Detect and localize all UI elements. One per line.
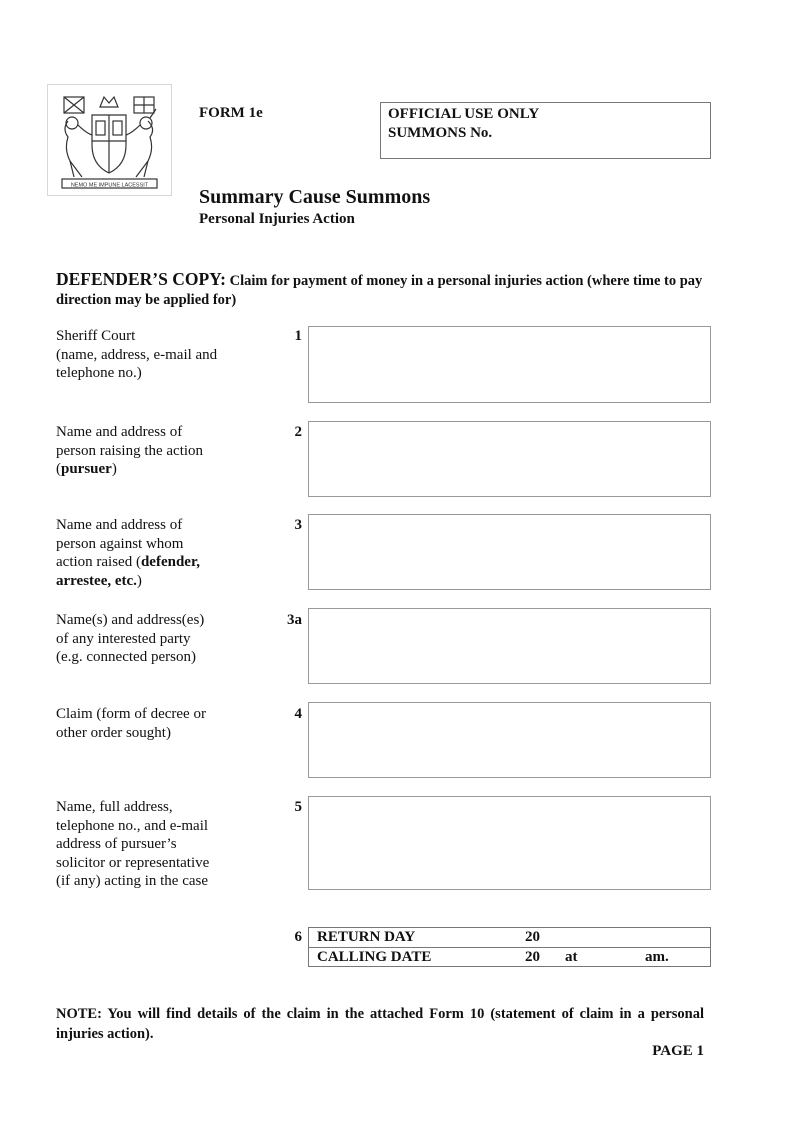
field-2-number: 2	[294, 424, 302, 440]
official-use-label: OFFICIAL USE ONLY	[388, 106, 540, 122]
svg-text:NEMO ME IMPUNE LACESSIT: NEMO ME IMPUNE LACESSIT	[70, 182, 149, 189]
field-3a-number: 3a	[287, 612, 302, 628]
field-4-label	[56, 705, 256, 742]
return-day-row[interactable]	[309, 928, 710, 947]
calling-date-at: at	[565, 948, 578, 965]
coat-of-arms-icon	[48, 85, 171, 195]
label-line: Name and address of	[56, 517, 183, 533]
label-line: Claim (form of decree or	[56, 706, 206, 722]
label-line: solicitor or representative	[56, 854, 210, 871]
solicitor-field[interactable]	[308, 796, 711, 890]
page-subtitle: Personal Injuries Action	[199, 211, 355, 227]
label-line: (pursuer)	[56, 461, 117, 477]
return-day-label: RETURN DAY	[317, 929, 416, 945]
sheriff-court-field[interactable]	[308, 326, 711, 403]
field-3a-label	[56, 611, 256, 667]
field-2-label	[56, 423, 256, 479]
label-line: other order sought)	[56, 724, 171, 741]
field-1-label	[56, 327, 256, 383]
pursuer-field[interactable]	[308, 421, 711, 497]
form-code: FORM 1e	[199, 105, 263, 121]
field-6-number: 6	[294, 929, 302, 945]
copy-description: Claim for payment of money in a personal injuries action (where time to pay direction may be applied for)	[56, 273, 703, 308]
field-4-number: 4	[294, 706, 302, 722]
label-line: Name and address of	[56, 424, 183, 440]
label-line: address of pursuer’s	[56, 836, 177, 852]
official-use-box	[380, 102, 711, 159]
defender-emphasis: defender,	[140, 554, 200, 570]
calling-date-ampm: am.	[645, 948, 669, 965]
pursuer-emphasis: pursuer	[61, 461, 112, 477]
page-number: PAGE 1	[652, 1043, 704, 1059]
label-line: arrestee, etc.)	[56, 572, 142, 589]
label-line: Sheriff Court	[56, 328, 136, 344]
page-title: Summary Cause Summons	[199, 186, 431, 208]
copy-heading	[56, 270, 706, 310]
label-line: telephone no., and e-mail	[56, 817, 209, 834]
label-line: (if any) acting in the case	[56, 873, 209, 889]
interested-party-field[interactable]	[308, 608, 711, 684]
label-line: (e.g. connected person)	[56, 649, 196, 665]
calling-date-label: CALLING DATE	[317, 948, 432, 965]
field-5-label	[56, 798, 256, 891]
return-day-year: 20	[525, 929, 540, 945]
label-line: telephone no.)	[56, 365, 142, 381]
field-3-number: 3	[294, 517, 302, 533]
field-1-number: 1	[294, 328, 302, 344]
calling-date-row[interactable]	[309, 947, 710, 967]
label-line: person raising the action	[56, 442, 204, 459]
label-line: of any interested party	[56, 630, 191, 647]
arrestee-emphasis: arrestee, etc.	[56, 572, 137, 589]
label-line: Name(s) and address(es)	[56, 612, 205, 628]
label-line: Name, full address,	[56, 799, 173, 815]
label-line: (name, address, e-mail and	[56, 346, 218, 363]
dates-table	[308, 927, 711, 967]
claim-note: NOTE: You will find details of the claim in the attached Form 10 (statement of claim in a personal injuries action).	[56, 1006, 704, 1042]
field-5-number: 5	[294, 799, 302, 815]
royal-crest-logo	[47, 84, 172, 196]
label-line: action raised (defender,	[56, 554, 200, 570]
defender-field[interactable]	[308, 514, 711, 590]
calling-date-year: 20	[525, 948, 540, 965]
claim-field[interactable]	[308, 702, 711, 778]
copy-type-label: DEFENDER’S COPY:	[56, 269, 226, 289]
field-3-label	[56, 516, 256, 590]
summons-number-label: SUMMONS No.	[388, 125, 493, 141]
label-line: person against whom	[56, 535, 184, 552]
